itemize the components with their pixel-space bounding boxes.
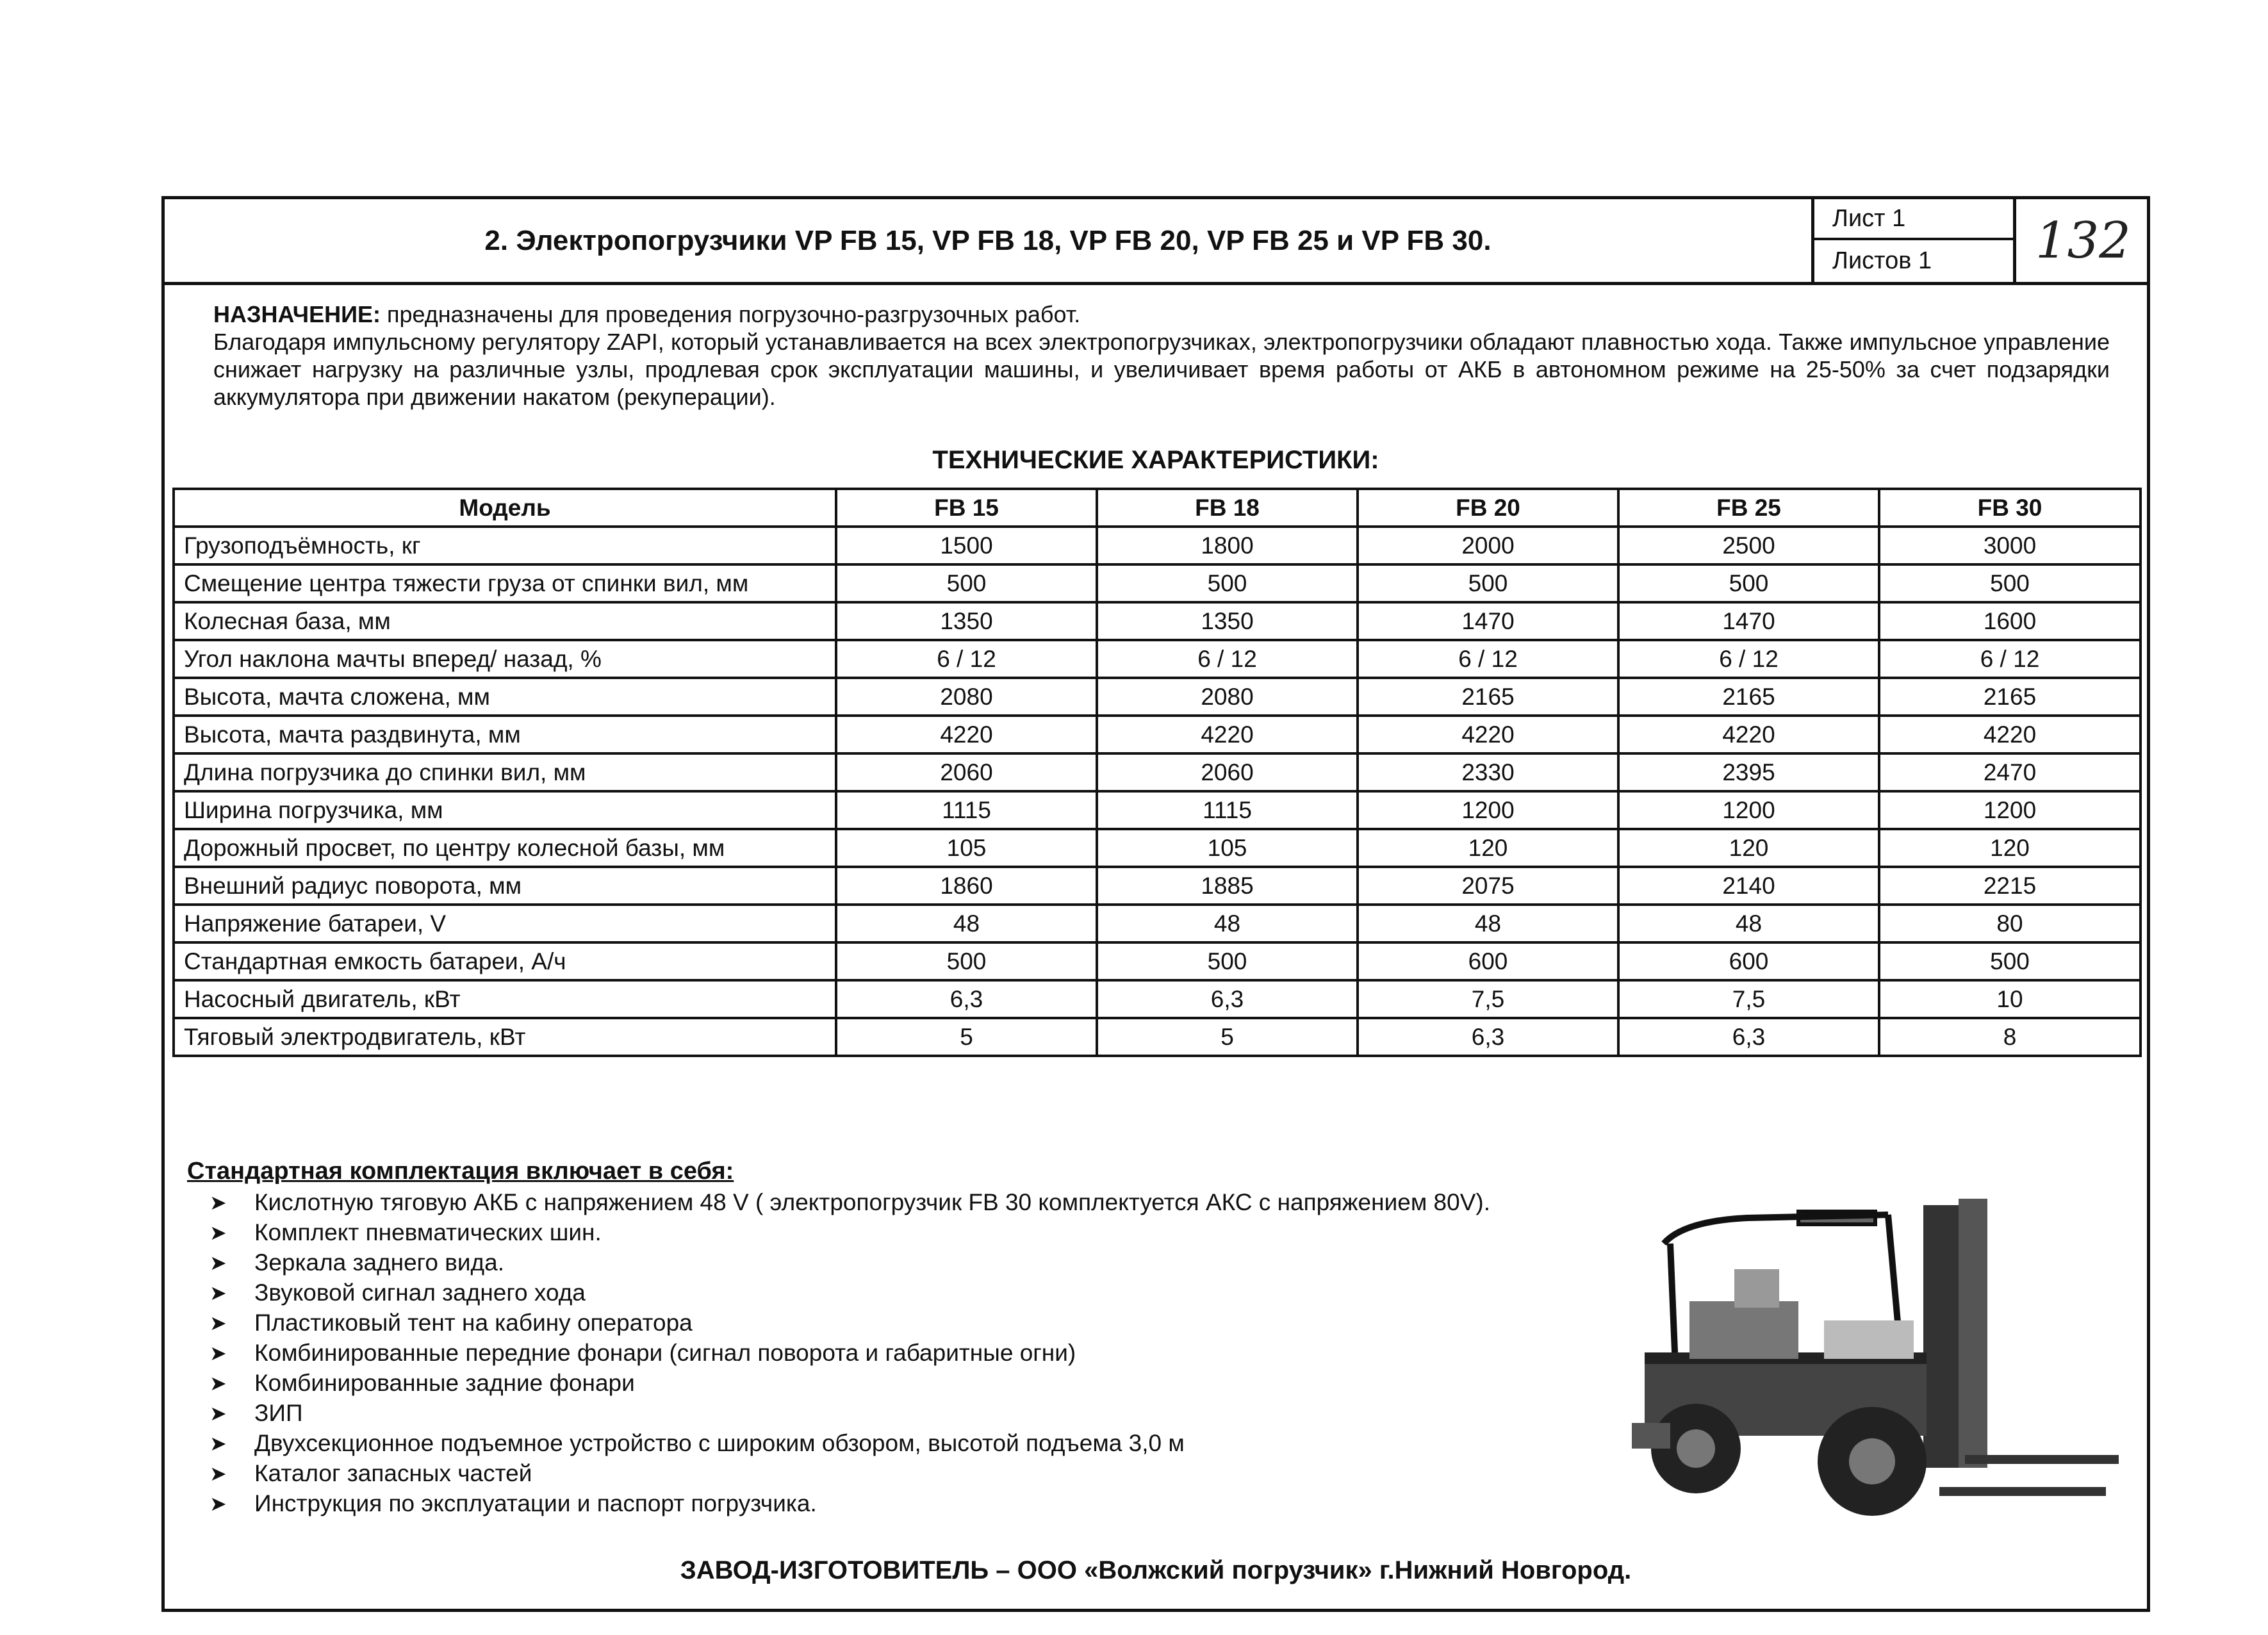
list-item: [210, 1247, 1811, 1278]
table-cell: 2165: [1358, 678, 1618, 716]
table-cell: 600: [1618, 942, 1879, 980]
table-cell: 4220: [1618, 716, 1879, 753]
table-cell: 2140: [1618, 867, 1879, 905]
list-item: [210, 1428, 1811, 1458]
list-item: [210, 1488, 1811, 1518]
table-header-row: [174, 489, 2141, 527]
table-cell: 500: [1879, 942, 2141, 980]
table-cell: 500: [1618, 564, 1879, 602]
table-cell: 1470: [1618, 602, 1879, 640]
list-item: [210, 1398, 1811, 1428]
table-cell: 48: [1358, 905, 1618, 942]
list-item-text: ЗИП: [254, 1399, 303, 1426]
table-cell: 2060: [836, 753, 1097, 791]
table-cell: 1800: [1097, 527, 1358, 564]
table-cell: 1115: [1097, 791, 1358, 829]
sheets-total-label: Листов 1: [1832, 247, 1932, 274]
table-cell: 2080: [836, 678, 1097, 716]
table-row: [174, 942, 2141, 980]
arrow-bullet-icon: ➤: [210, 1461, 227, 1485]
table-cell: 2395: [1618, 753, 1879, 791]
table-row: [174, 867, 2141, 905]
row-label: Длина погрузчика до спинки вил, мм: [174, 753, 836, 791]
sheet-counter: [1811, 199, 2016, 282]
table-cell: 120: [1358, 829, 1618, 867]
list-item: [210, 1187, 1811, 1217]
arrow-bullet-icon: ➤: [210, 1401, 227, 1425]
list-item: [210, 1458, 1811, 1488]
sheet-header: [165, 199, 2147, 285]
arrow-bullet-icon: ➤: [210, 1341, 227, 1365]
table-cell: 500: [1879, 564, 2141, 602]
table-cell: 5: [1097, 1018, 1358, 1056]
table-cell: 6,3: [1358, 1018, 1618, 1056]
column-header-fb18: FB 18: [1097, 489, 1358, 527]
table-cell: 500: [1358, 564, 1618, 602]
specs-title: ТЕХНИЧЕСКИЕ ХАРАКТЕРИСТИКИ:: [932, 446, 1379, 474]
table-cell: 2075: [1358, 867, 1618, 905]
table-cell: 6 / 12: [1879, 640, 2141, 678]
table-cell: 500: [836, 564, 1097, 602]
table-cell: 120: [1618, 829, 1879, 867]
row-label: Стандартная емкость батареи, А/ч: [174, 942, 836, 980]
table-cell: 105: [1097, 829, 1358, 867]
table-cell: 1115: [836, 791, 1097, 829]
list-item-text: Пластиковый тент на кабину оператора: [254, 1309, 693, 1336]
arrow-bullet-icon: ➤: [210, 1311, 227, 1335]
row-label: Дорожный просвет, по центру колесной базы, мм: [174, 829, 836, 867]
list-item-text: Звуковой сигнал заднего хода: [254, 1279, 586, 1306]
table-cell: 1350: [1097, 602, 1358, 640]
list-item-text: Зеркала заднего вида.: [254, 1249, 504, 1276]
table-cell: 2165: [1879, 678, 2141, 716]
table-cell: 1860: [836, 867, 1097, 905]
table-cell: 6,3: [836, 980, 1097, 1018]
table-cell: 48: [1618, 905, 1879, 942]
table-cell: 2000: [1358, 527, 1618, 564]
column-header-model: Модель: [174, 489, 836, 527]
forklift-image: [1606, 1186, 2125, 1545]
table-row: [174, 640, 2141, 678]
table-cell: 105: [836, 829, 1097, 867]
table-cell: 2215: [1879, 867, 2141, 905]
table-row: [174, 602, 2141, 640]
table-cell: 6,3: [1618, 1018, 1879, 1056]
table-cell: 2060: [1097, 753, 1358, 791]
arrow-bullet-icon: ➤: [210, 1281, 227, 1304]
sheet-label: Лист 1: [1814, 199, 2013, 240]
table-cell: 2080: [1097, 678, 1358, 716]
list-item-text: Кислотную тяговую АКБ с напряжением 48 V ( электропогрузчик FB 30 комплектуется АКС с напряжением 80V).: [254, 1188, 1490, 1215]
table-cell: 600: [1358, 942, 1618, 980]
table-cell: 500: [1097, 564, 1358, 602]
table-cell: 1470: [1358, 602, 1618, 640]
table-cell: 4220: [1879, 716, 2141, 753]
table-row: [174, 829, 2141, 867]
table-cell: 7,5: [1358, 980, 1618, 1018]
arrow-bullet-icon: ➤: [210, 1220, 227, 1244]
table-cell: 4220: [836, 716, 1097, 753]
table-cell: 1350: [836, 602, 1097, 640]
table-cell: 6 / 12: [1097, 640, 1358, 678]
purpose-label: НАЗНАЧЕНИЕ:: [213, 301, 381, 327]
row-label: Грузоподъёмность, кг: [174, 527, 836, 564]
table-cell: 48: [836, 905, 1097, 942]
table-cell: 1200: [1618, 791, 1879, 829]
list-item-text: Комбинированные передние фонари (сигнал поворота и габаритные огни): [254, 1339, 1076, 1366]
table-cell: 48: [1097, 905, 1358, 942]
table-cell: 5: [836, 1018, 1097, 1056]
manufacturer-footer: ЗАВОД-ИЗГОТОВИТЕЛЬ – ООО «Волжский погрузчик» г.Нижний Новгород.: [680, 1556, 1632, 1584]
list-item: [210, 1338, 1811, 1368]
table-cell: 2330: [1358, 753, 1618, 791]
list-item-text: Инструкция по эксплуатации и паспорт погрузчика.: [254, 1490, 817, 1516]
row-label: Тяговый электродвигатель, кВт: [174, 1018, 836, 1056]
table-row: [174, 1018, 2141, 1056]
list-item: [210, 1278, 1811, 1308]
column-header-fb25: FB 25: [1618, 489, 1879, 527]
row-label: Смещение центра тяжести груза от спинки вил, мм: [174, 564, 836, 602]
handwritten-page-number: 132: [2035, 211, 2131, 270]
arrow-bullet-icon: ➤: [210, 1190, 227, 1214]
table-cell: 500: [836, 942, 1097, 980]
table-row: [174, 716, 2141, 753]
equipment-list: [210, 1187, 1811, 1518]
table-cell: 80: [1879, 905, 2141, 942]
table-row: [174, 564, 2141, 602]
page-title: 2. Электропогрузчики VP FB 15, VP FB 18, VP FB 20, VP FB 25 и VP FB 30.: [484, 224, 1491, 256]
column-header-fb20: FB 20: [1358, 489, 1618, 527]
column-header-fb30: FB 30: [1879, 489, 2141, 527]
column-header-fb15: FB 15: [836, 489, 1097, 527]
table-cell: 6 / 12: [1618, 640, 1879, 678]
table-cell: 6,3: [1097, 980, 1358, 1018]
purpose-line: [213, 300, 2110, 328]
list-item-text: Двухсекционное подъемное устройство с широким обзором, высотой подъема 3,0 м: [254, 1429, 1185, 1456]
table-cell: 7,5: [1618, 980, 1879, 1018]
arrow-bullet-icon: ➤: [210, 1371, 227, 1395]
row-label: Внешний радиус поворота, мм: [174, 867, 836, 905]
list-item: [210, 1308, 1811, 1338]
arrow-bullet-icon: ➤: [210, 1431, 227, 1455]
table-row: [174, 678, 2141, 716]
table-cell: 120: [1879, 829, 2141, 867]
table-cell: 2470: [1879, 753, 2141, 791]
list-item-text: Комплект пневматических шин.: [254, 1219, 602, 1245]
list-item: [210, 1217, 1811, 1247]
arrow-bullet-icon: ➤: [210, 1251, 227, 1274]
table-cell: 500: [1097, 942, 1358, 980]
row-label: Напряжение батареи, V: [174, 905, 836, 942]
table-cell: 1200: [1879, 791, 2141, 829]
table-row: [174, 753, 2141, 791]
table-cell: 1200: [1358, 791, 1618, 829]
table-cell: 1600: [1879, 602, 2141, 640]
table-row: [174, 791, 2141, 829]
row-label: Высота, мачта раздвинута, мм: [174, 716, 836, 753]
table-cell: 4220: [1358, 716, 1618, 753]
arrow-bullet-icon: ➤: [210, 1491, 227, 1515]
row-label: Ширина погрузчика, мм: [174, 791, 836, 829]
row-label: Высота, мачта сложена, мм: [174, 678, 836, 716]
table-row: [174, 527, 2141, 564]
table-cell: 2165: [1618, 678, 1879, 716]
table-cell: 2500: [1618, 527, 1879, 564]
purpose-paragraph: Благодаря импульсному регулятору ZAPI, который устанавливается на всех электропогрузчиках, электропогрузчики обладают плавностью хода. Также импульсное управление снижает нагрузку на различные узлы, продлевая срок эксплуатации машины, и увеличивает время работы от АКБ в автономном режиме на 25-50% за счет подзарядки аккумулятора при движении накатом (рекуперации).: [213, 329, 2110, 410]
table-row: [174, 905, 2141, 942]
table-cell: 1500: [836, 527, 1097, 564]
table-cell: 3000: [1879, 527, 2141, 564]
table-cell: 1885: [1097, 867, 1358, 905]
spec-sheet: [161, 196, 2150, 1612]
list-item-text: Каталог запасных частей: [254, 1459, 532, 1486]
table-cell: 4220: [1097, 716, 1358, 753]
row-label: Колесная база, мм: [174, 602, 836, 640]
table-cell: 8: [1879, 1018, 2141, 1056]
list-item-text: Комбинированные задние фонари: [254, 1369, 635, 1396]
table-row: [174, 980, 2141, 1018]
list-item: [210, 1368, 1811, 1398]
equipment-title: Стандартная комплектация включает в себя:: [187, 1158, 734, 1185]
table-cell: 6 / 12: [1358, 640, 1618, 678]
purpose-text: предназначены для проведения погрузочно-разгрузочных работ.: [380, 301, 1081, 327]
row-label: Насосный двигатель, кВт: [174, 980, 836, 1018]
purpose-section: [213, 300, 2110, 411]
table-cell: 10: [1879, 980, 2141, 1018]
table-cell: 6 / 12: [836, 640, 1097, 678]
row-label: Угол наклона мачты вперед/ назад, %: [174, 640, 836, 678]
specs-table: [172, 488, 2142, 1057]
